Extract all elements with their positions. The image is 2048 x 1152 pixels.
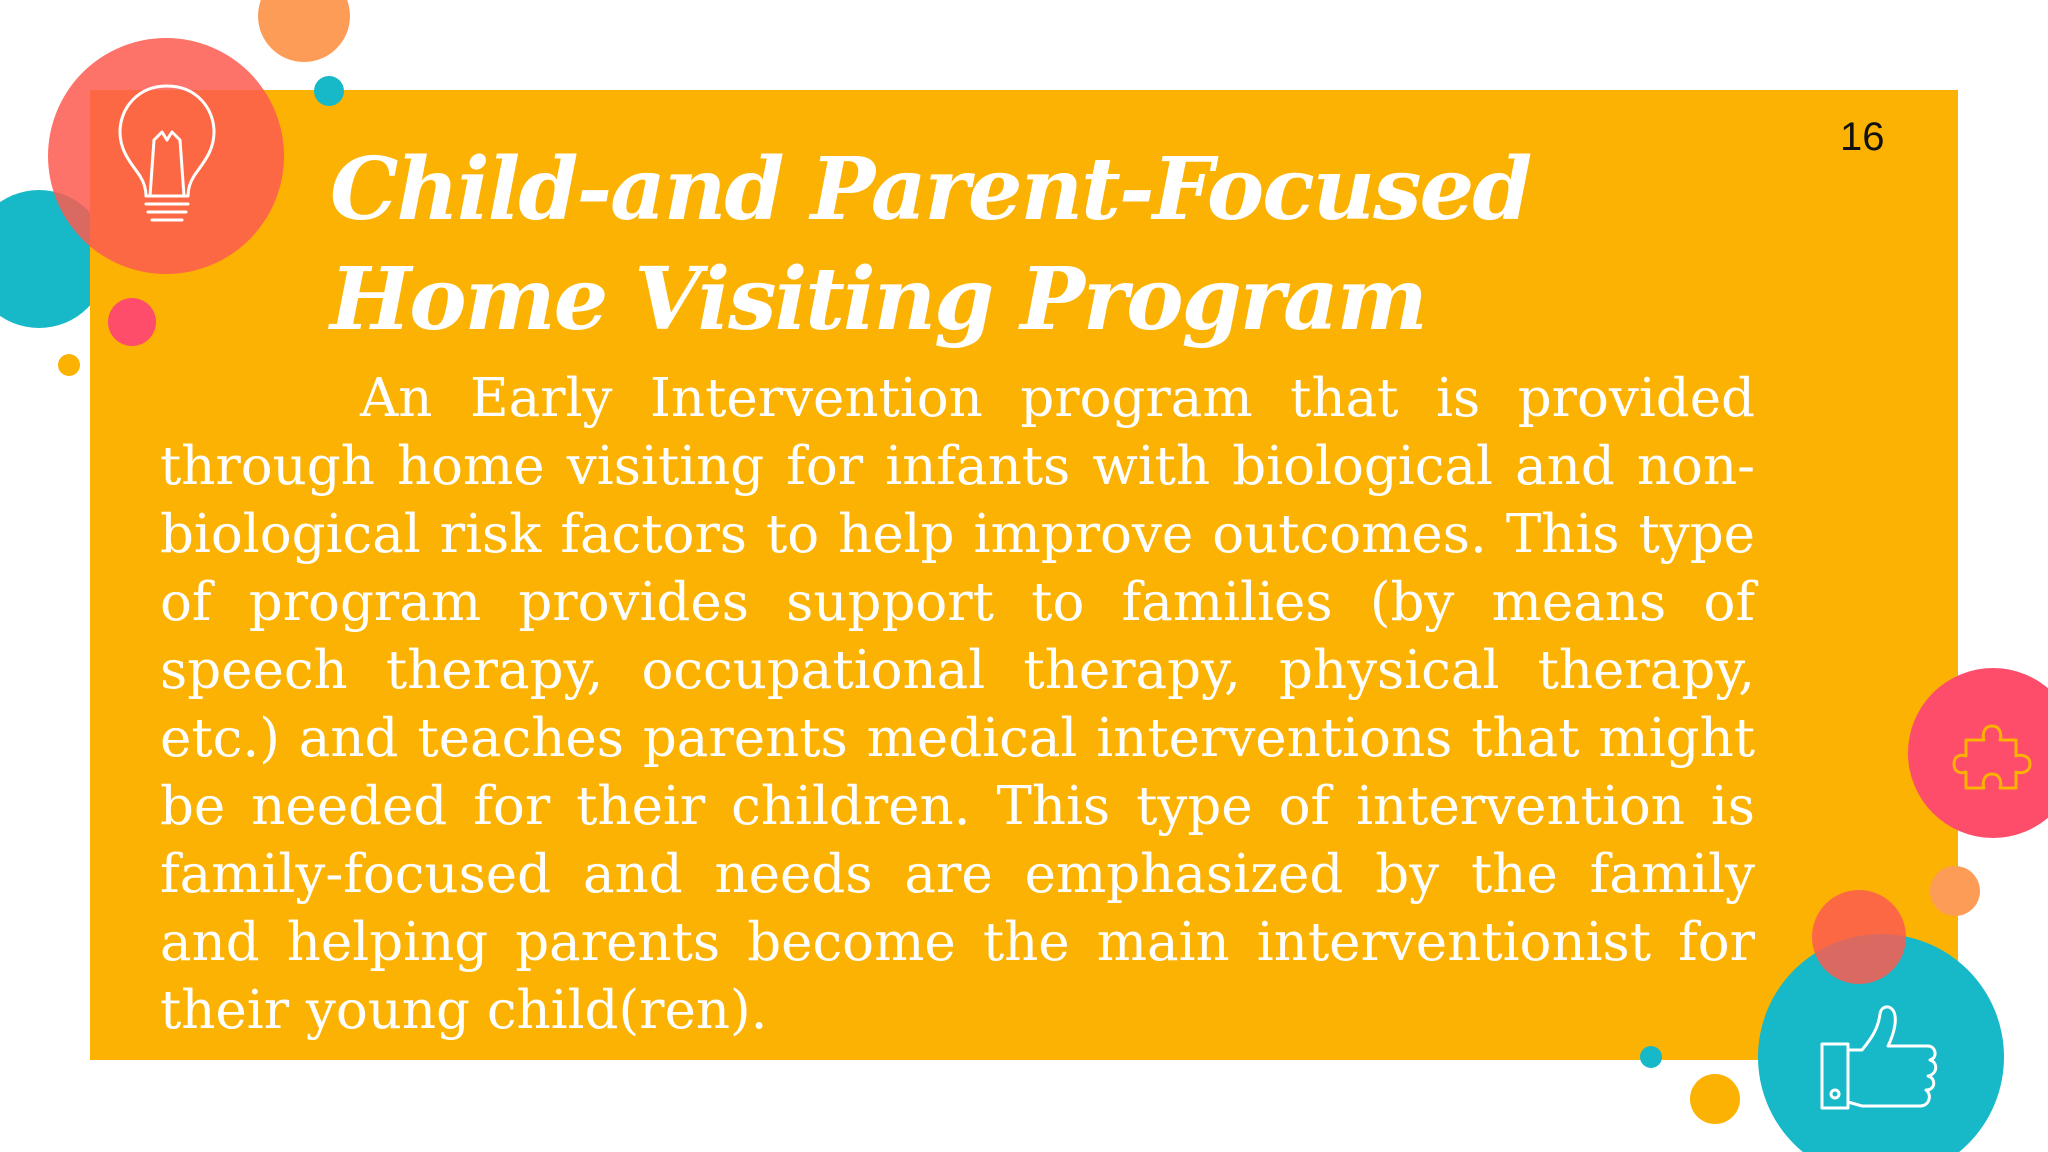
decor-circle-orange-top: [258, 0, 350, 62]
decor-circle-teal-dot: [1640, 1046, 1662, 1068]
thumbs-up-icon: [1818, 1000, 1943, 1112]
decor-circle-teal-small: [314, 76, 344, 106]
lightbulb-icon: [110, 80, 225, 230]
slide-title: Child-and Parent-Focused Home Visiting Program: [330, 139, 1531, 350]
puzzle-piece-icon: [1948, 710, 2038, 800]
decor-circle-pink-small: [108, 298, 156, 346]
decor-circle-gold-bottom: [1690, 1074, 1740, 1124]
slide-body-text: An Early Intervention program that is provided through home visiting for infants with biological and non-biological risk factors to help improve outcomes. This type of program provides support to families (by means of speech therapy, occupational therapy, physical therapy, etc.) and teaches parents medical interventions that might be needed for their children. This type of intervention is family-focused and needs are emphasized by the family and helping parents become the main interventionist for their young child(ren).: [160, 368, 1755, 1041]
decor-circle-gold-tiny: [58, 354, 80, 376]
decor-circle-orange-right: [1930, 866, 1980, 916]
slide-number: 16: [1840, 115, 1885, 159]
decor-circle-coral-right: [1812, 890, 1906, 984]
